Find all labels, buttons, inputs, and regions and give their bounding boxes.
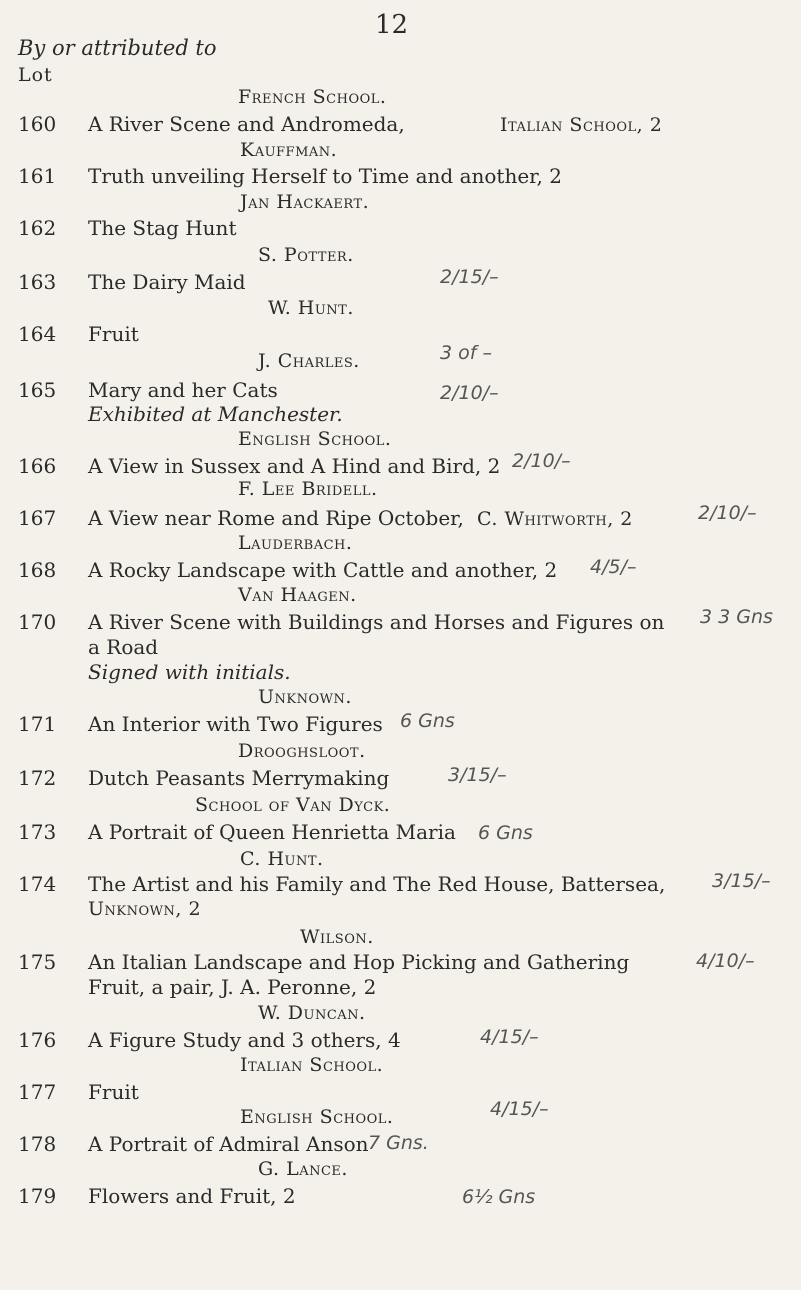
lot-artist: J. Charles.: [258, 350, 360, 372]
lot-note: Exhibited at Manchester.: [88, 402, 343, 426]
lot-title: A River Scene with Buildings and Horses and Figures on: [88, 610, 665, 634]
lot-title: A View in Sussex and A Hind and Bird, 2: [88, 454, 501, 478]
lot-number: 179: [18, 1184, 57, 1208]
price-annotation: 2/10/–: [698, 502, 757, 524]
lot-artist: Wilson.: [300, 926, 374, 948]
lot-number: 166: [18, 454, 57, 478]
lot-artist: W. Duncan.: [258, 1002, 366, 1024]
lot-title: A Portrait of Admiral Anson: [88, 1132, 369, 1156]
lot-artist: Jan Hackaert.: [240, 191, 370, 213]
lot-number: 165: [18, 378, 57, 402]
lot-number: 173: [18, 820, 57, 844]
lot-artist: Lauderbach.: [238, 532, 353, 554]
lot-title: The Dairy Maid: [88, 270, 246, 294]
section-french-school: French School.: [238, 86, 387, 108]
lot-number: 167: [18, 506, 57, 530]
lot-number: 164: [18, 322, 57, 346]
price-annotation: 3/15/–: [712, 870, 771, 892]
lot-number: 178: [18, 1132, 57, 1156]
lot-number: 170: [18, 610, 57, 634]
lot-note: Signed with initials.: [88, 660, 291, 684]
price-annotation: 6 Gns: [400, 710, 455, 732]
price-annotation: 4/10/–: [696, 950, 755, 972]
price-annotation: 4/15/–: [490, 1098, 549, 1120]
lot-artist: W. Hunt.: [268, 297, 354, 319]
lot-title: Dutch Peasants Merrymaking: [88, 766, 390, 790]
price-annotation: 6 Gns: [478, 822, 533, 844]
lot-title: Truth unveiling Herself to Time and another, 2: [88, 164, 562, 188]
lot-artist: School of Van Dyck.: [195, 794, 391, 816]
price-annotation: 3/15/–: [448, 764, 507, 786]
lot-number: 161: [18, 164, 57, 188]
attribution-header: By or attributed to: [18, 36, 217, 60]
lot-artist-inline: C. Whitworth, 2: [477, 508, 633, 530]
lot-artist: Unknown.: [258, 686, 352, 708]
lot-title: The Artist and his Family and The Red House, Battersea,: [88, 872, 666, 896]
lot-artist: C. Hunt.: [240, 848, 324, 870]
lot-number: 163: [18, 270, 57, 294]
lot-title: Mary and her Cats: [88, 378, 278, 402]
lot-number: 177: [18, 1080, 57, 1104]
lot-artist: S. Potter.: [258, 244, 354, 266]
price-annotation: 7 Gns.: [368, 1132, 429, 1154]
lot-title-continued: a Road: [88, 635, 159, 659]
price-annotation: 3 of –: [440, 342, 492, 364]
lot-number: 176: [18, 1028, 57, 1052]
lot-number: 160: [18, 112, 57, 136]
lot-title: Fruit: [88, 1080, 139, 1104]
lot-number: 171: [18, 712, 57, 736]
lot-title: A Portrait of Queen Henrietta Maria: [88, 820, 456, 844]
lot-artist: English School.: [240, 1106, 394, 1128]
lot-number: 172: [18, 766, 57, 790]
price-annotation: 4/15/–: [480, 1026, 539, 1048]
price-annotation: 4/5/–: [590, 556, 637, 578]
lot-artist: English School.: [238, 428, 392, 450]
lot-title: A View near Rome and Ripe October,: [88, 506, 464, 530]
lot-number: 168: [18, 558, 57, 582]
lot-artist: Italian School, 2: [500, 114, 663, 136]
lot-artist-extra: Kauffman.: [240, 139, 338, 161]
lot-artist: F. Lee Bridell.: [238, 478, 378, 500]
price-annotation: 6½ Gns: [462, 1186, 536, 1208]
price-annotation: 2/10/–: [440, 382, 499, 404]
price-annotation: 2/10/–: [512, 450, 571, 472]
lot-number: 175: [18, 950, 57, 974]
lot-artist-inline: Unknown, 2: [88, 898, 202, 920]
price-annotation: 2/15/–: [440, 266, 499, 288]
lot-title: A Figure Study and 3 others, 4: [88, 1028, 401, 1052]
lot-artist: Italian School.: [240, 1054, 384, 1076]
lot-number: 174: [18, 872, 57, 896]
lot-column-header: Lot: [18, 64, 53, 86]
lot-title: An Italian Landscape and Hop Picking and Gathering: [88, 950, 630, 974]
lot-title: Fruit: [88, 322, 139, 346]
lot-artist: Van Haagen.: [238, 584, 357, 606]
lot-title: A Rocky Landscape with Cattle and another, 2: [88, 558, 558, 582]
page-number: 12: [375, 10, 409, 40]
lot-artist: Drooghsloot.: [238, 740, 366, 762]
lot-title: An Interior with Two Figures: [88, 712, 383, 736]
lot-title: A River Scene and Andromeda,: [88, 112, 405, 136]
lot-title-continued: Fruit, a pair, J. A. Peronne, 2: [88, 975, 377, 999]
lot-number: 162: [18, 216, 57, 240]
lot-title: Flowers and Fruit, 2: [88, 1184, 296, 1208]
lot-title: The Stag Hunt: [88, 216, 237, 240]
lot-artist: G. Lance.: [258, 1158, 348, 1180]
price-annotation: 3 3 Gns: [700, 606, 773, 628]
